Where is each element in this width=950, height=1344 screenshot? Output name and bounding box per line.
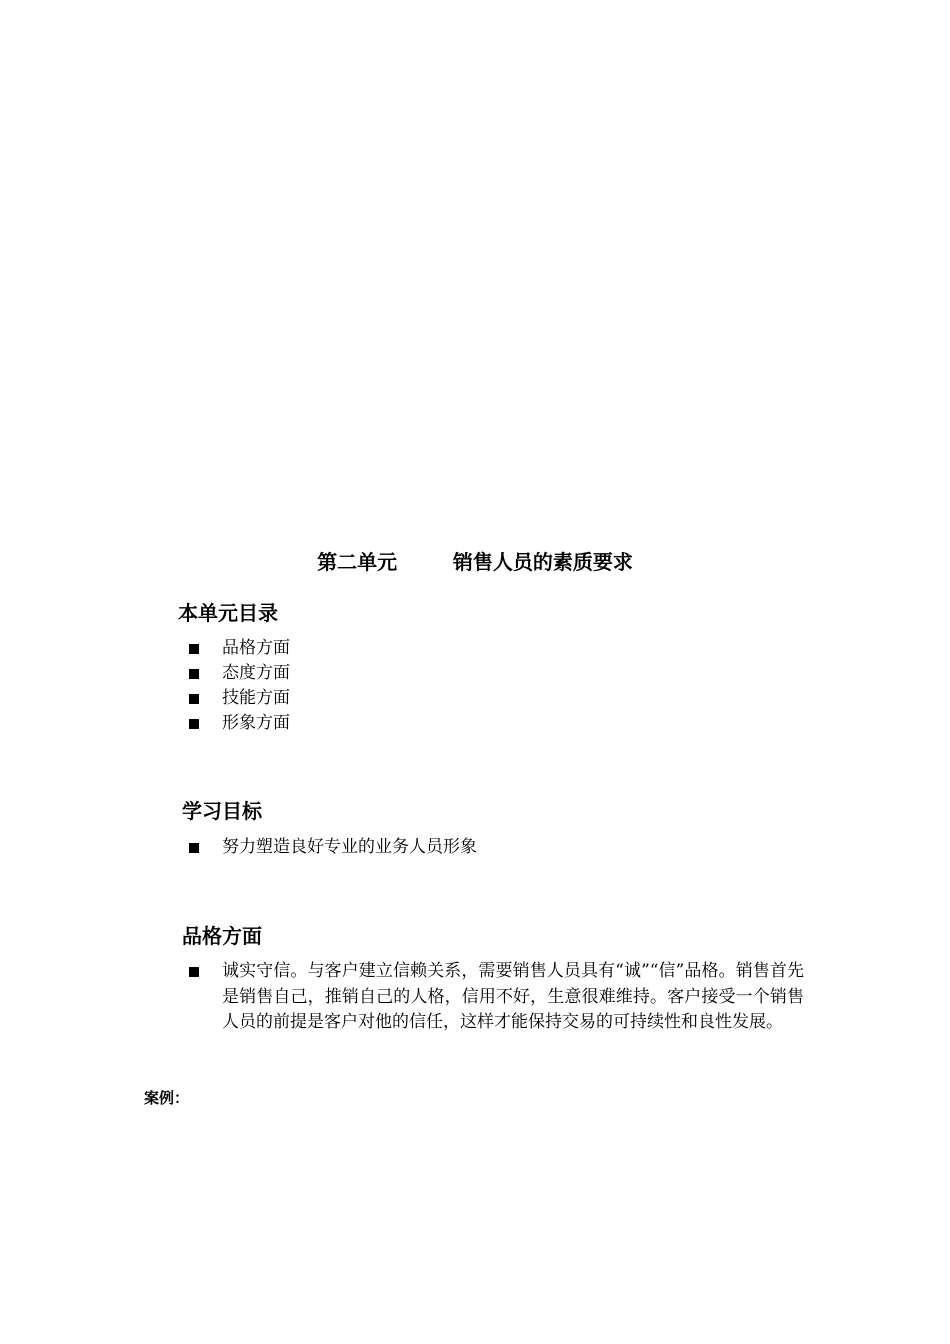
toc-item-attitude	[188, 661, 290, 686]
toc-item-label: 品格方面	[222, 638, 290, 658]
unit-title	[0, 548, 950, 576]
square-bullet-icon	[189, 967, 199, 977]
character-paragraph: 诚实守信。与客户建立信赖关系，需要销售人员具有“诚”“信”品格。销售首先是销售自己，推销自己的人格，信用不好，生意很难维持。客户接受一个销售人员的前提是客户对他的信任，这样才能保持交易的可持续性和良性发展。	[222, 961, 804, 1032]
toc-item-image	[188, 711, 290, 736]
toc-item-label: 形象方面	[222, 713, 290, 733]
unit-name: 销售人员的素质要求	[452, 550, 633, 574]
character-paragraph-item	[188, 959, 804, 1036]
unit-number: 第二单元	[317, 550, 398, 574]
square-bullet-icon	[189, 669, 199, 679]
square-bullet-icon	[189, 694, 199, 704]
square-bullet-icon	[189, 719, 199, 729]
objectives-heading: 学习目标	[182, 799, 262, 823]
toc-item-character	[188, 636, 290, 661]
objective-item	[188, 835, 477, 860]
square-bullet-icon	[189, 843, 199, 853]
toc-list	[188, 636, 290, 736]
square-bullet-icon	[189, 644, 199, 654]
toc-item-skills	[188, 686, 290, 711]
objectives-list	[188, 835, 477, 860]
objective-item-label: 努力塑造良好专业的业务人员形象	[222, 837, 477, 857]
character-heading: 品格方面	[182, 924, 262, 948]
toc-item-label: 态度方面	[222, 663, 290, 683]
case-label: 案例：	[144, 1089, 190, 1107]
toc-item-label: 技能方面	[222, 688, 290, 708]
toc-heading: 本单元目录	[178, 601, 278, 625]
